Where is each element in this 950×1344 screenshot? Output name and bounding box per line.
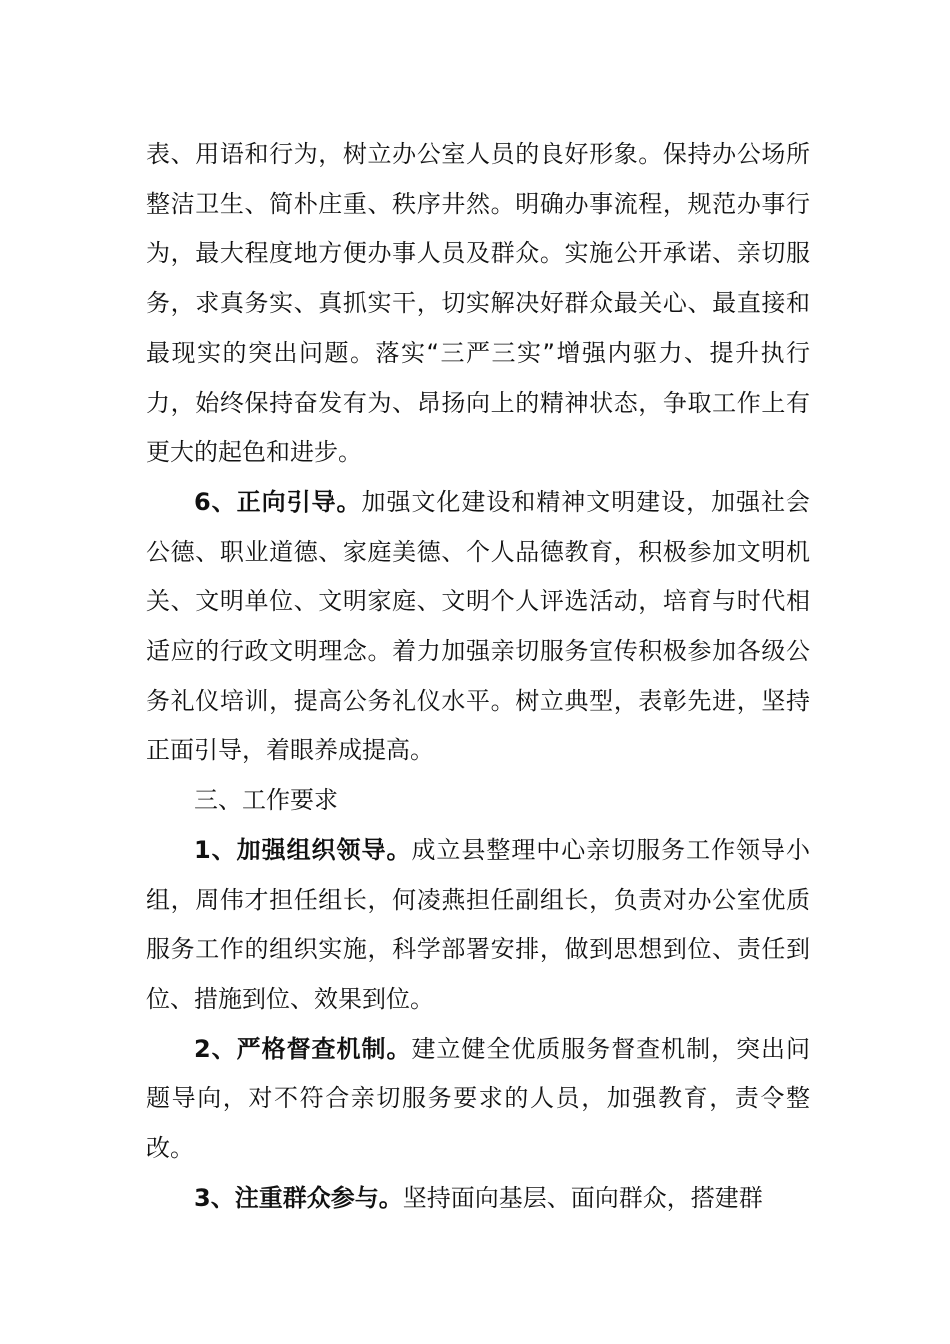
paragraph-continuation [146, 130, 810, 478]
paragraph-text: 坚持面向基层、面向群众，搭建群 [402, 1183, 763, 1212]
paragraph-positive-guidance [146, 478, 810, 776]
paragraph-heading: 1、加强组织领导。 [194, 835, 412, 864]
paragraph-heading: 6、正向引导。 [194, 487, 362, 516]
paragraph-text: 建立健全优质服务督查机制，突出问题导向，对不符合亲切服务要求的人员，加强教育，责令整改。 [146, 1034, 810, 1163]
paragraph-organization-leadership [146, 826, 810, 1025]
paragraph-supervision-mechanism [146, 1025, 810, 1174]
section-heading-text: 三、工作要求 [194, 786, 338, 815]
paragraph-text: 加强文化建设和精神文明建设，加强社会公德、职业道德、家庭美德、个人品德教育，积极参加文明机关、文明单位、文明家庭、文明个人评选活动，培育与时代相适应的行政文明理念。着力加强亲切服务宣传积极参加各级公务礼仪培训，提高公务礼仪水平。树立典型，表彰先进，坚持正面引导，着眼养成提高。 [146, 487, 811, 765]
section-heading-work-requirements [146, 776, 810, 826]
paragraph-heading: 2、严格督查机制。 [194, 1034, 412, 1063]
paragraph-public-participation [146, 1174, 810, 1224]
paragraph-text: 表、用语和行为，树立办公室人员的良好形象。保持办公场所整洁卫生、简朴庄重、秩序井然。明确办事流程，规范办事行为，最大程度地方便办事人员及群众。实施公开承诺、亲切服务，求真务实、真抓实干，切实解决好群众最关心、最直接和最现实的突出问题。落实“三严三实”增强内驱力、提升执行力，始终保持奋发有为、昂扬向上的精神状态，争取工作上有更大的起色和进步。 [146, 140, 810, 467]
paragraph-text: 成立县整理中心亲切服务工作领导小组，周伟才担任组长，何凌燕担任副组长，负责对办公室优质服务工作的组织实施，科学部署安排，做到思想到位、责任到位、措施到位、效果到位。 [146, 835, 810, 1013]
document-body [146, 130, 810, 1223]
paragraph-heading: 3、注重群众参与。 [194, 1183, 403, 1212]
